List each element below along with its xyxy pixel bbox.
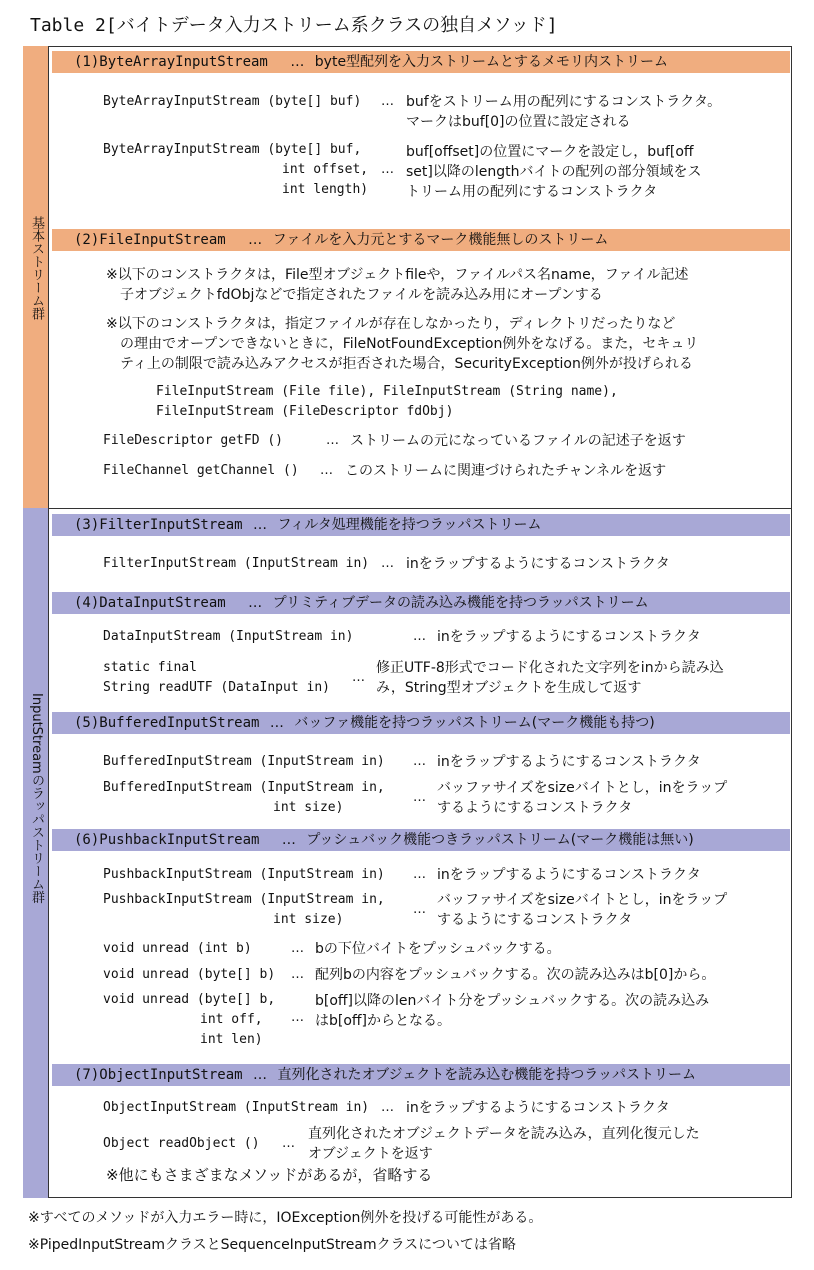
ellipsis: … [413,629,426,644]
section-header-bytearray [52,51,790,73]
ellipsis: … [413,902,426,917]
ellipsis: … [320,463,333,478]
method-signature-line: int size) [273,912,344,927]
section-name: (5)BufferedInputStream [74,715,260,731]
method-desc: ストリームの元になっているファイルの記述子を返す [350,433,686,449]
method-desc-line: b[off]以降のlenバイト分をプッシュバックする。次の読み込み [315,993,710,1009]
section-header-objectinputstream [52,1064,790,1086]
method-signature-line: int size) [273,800,344,815]
method-signature: DataInputStream (InputStream in) [103,629,354,644]
section-name: (7)ObjectInputStream [74,1067,243,1083]
other-methods-note: ※他にもさまざまなメソッドがあるが，省略する [106,1166,433,1184]
method-signature-line: int len) [200,1032,263,1047]
method-signature-line: PushbackInputStream (InputStream in, [103,892,385,907]
ellipsis: … [381,94,394,109]
method-desc: inをラップするようにするコンストラクタ [437,629,701,645]
ellipsis: … [413,754,426,769]
method-signature-line: static final [103,660,197,675]
wrapper-streams-label: InputStreamのラッパストリーム群 [29,693,44,904]
method-desc-line: set]以降のlengthバイトの配列の部分領域をス [406,164,702,180]
section-name: (1)ByteArrayInputStream [74,54,268,70]
ellipsis: … [291,967,304,982]
method-signature: FileDescriptor getFD () [103,433,284,448]
method-desc: inをラップするようにするコンストラクタ [406,1100,670,1116]
section-ellipsis: … [269,715,284,731]
section-name: (6)PushbackInputStream [74,832,260,848]
method-signature-line: void unread (byte[] b, [103,992,276,1007]
method-desc-line: 直列化されたオブジェクトデータを読み込み，直列化復元した [308,1126,700,1142]
method-signature-line: ByteArrayInputStream (byte[] buf, [103,142,362,157]
method-desc-line: バッファサイズをsizeバイトとし，inをラップ [437,892,728,908]
ellipsis: … [381,556,394,571]
footnote: ※すべてのメソッドが入力エラー時に，IOException例外を投げる可能性がある。 [28,1210,543,1226]
ellipsis: … [291,1010,304,1025]
method-desc-line: オブジェクトを返す [308,1146,433,1162]
method-desc-line: 修正UTF-8形式でコード化された文字列をinから読み込 [376,660,724,676]
note-line: ※以下のコンストラクタは，指定ファイルが存在しなかったり，ディレクトリだったりなど [106,316,676,332]
method-desc-line: はb[off]からとなる。 [315,1013,452,1029]
method-signature: Object readObject () [103,1136,260,1151]
section-ellipsis: … [248,595,263,611]
section-ellipsis: … [248,232,263,248]
basic-streams-side [23,46,49,509]
table-title: Table 2[バイトデータ入力ストリーム系クラスの独自メソッド] [30,15,558,36]
section-name: (2)FileInputStream [74,232,226,248]
ellipsis: … [413,867,426,882]
section-ellipsis: … [253,1067,268,1083]
method-signature: BufferedInputStream (InputStream in) [103,754,385,769]
ellipsis: … [381,1100,394,1115]
note-line: ティ上の制限で読み込みアクセスが拒否された場合，SecurityException例外が投げられる [120,356,693,372]
method-signature-line: int length) [282,182,369,197]
ellipsis: … [282,1136,295,1151]
method-signature-line: BufferedInputStream (InputStream in, [103,780,385,795]
basic-streams-label: 基本ストリーム群 [29,216,44,320]
method-desc-line: マークはbuf[0]の位置に設定される [406,114,631,130]
method-signature-line: int offset, [282,162,369,177]
method-desc-line: バッファサイズをsizeバイトとし，inをラップ [437,780,728,796]
method-signature: ObjectInputStream (InputStream in) [103,1100,370,1115]
method-desc: inをラップするようにするコンストラクタ [437,867,701,883]
ellipsis: … [413,790,426,805]
section-desc: プッシュバック機能つきラッパストリーム(マーク機能は無い) [306,832,694,848]
method-signature-line: int off, [200,1012,263,1027]
method-signature: FileChannel getChannel () [103,463,299,478]
method-signature: PushbackInputStream (InputStream in) [103,867,385,882]
section-header-datainputstream [52,592,790,614]
ellipsis: … [326,433,339,448]
method-signature: ByteArrayInputStream (byte[] buf) [103,94,362,109]
section-desc: プリミティブデータの読み込み機能を持つラッパストリーム [272,595,649,611]
note-line: ※以下のコンストラクタは，File型オブジェクトfileや，ファイルパス名name，ファイル記述 [106,267,689,283]
ellipsis: … [291,941,304,956]
section-desc: ファイルを入力元とするマーク機能無しのストリーム [272,232,609,248]
wrapper-streams-side [23,508,49,1198]
method-desc: bの下位バイトをプッシュバックする。 [315,941,561,957]
method-signature: void unread (byte[] b) [103,967,276,982]
method-desc-line: するようにするコンストラクタ [437,912,633,928]
note-line: 子オブジェクトfdObjなどで指定されたファイルを読み込み用にオープンする [120,287,603,303]
method-desc-line: bufをストリーム用の配列にするコンストラクタ。 [406,94,722,110]
note-line: の理由でオープンできないときに，FileNotFoundException例外をなげる。また，セキュリ [120,336,699,352]
section-name: (3)FilterInputStream [74,517,243,533]
section-ellipsis: … [290,54,305,70]
method-desc: inをラップするようにするコンストラクタ [406,556,670,572]
method-desc: 配列bの内容をプッシュバックする。次の読み込みはb[0]から。 [315,967,716,983]
section-desc: byte型配列を入力ストリームとするメモリ内ストリーム [314,54,669,70]
section-desc: バッファ機能を持つラッパストリーム(マーク機能も持つ) [294,715,655,731]
section-header-pushbackinputstream [52,829,790,851]
section-desc: 直列化されたオブジェクトを読み込む機能を持つラッパストリーム [277,1067,696,1083]
method-desc: このストリームに関連づけられたチャンネルを返す [345,463,667,479]
section-header-filterinputstream [52,514,790,536]
method-signature: void unread (int b) [103,941,252,956]
ellipsis: … [352,670,365,685]
method-desc-line: トリーム用の配列にするコンストラクタ [406,184,658,200]
footnote: ※PipedInputStreamクラスとSequenceInputStreamクラスについては省略 [28,1237,516,1253]
section-ellipsis: … [253,517,268,533]
section-name: (4)DataInputStream [74,595,226,611]
constructor-list-line: FileInputStream (FileDescriptor fdObj) [156,404,454,419]
method-desc: inをラップするようにするコンストラクタ [437,754,701,770]
section-header-bufferedinputstream [52,712,790,734]
section-ellipsis: … [281,832,296,848]
method-desc-line: buf[offset]の位置にマークを設定し，buf[off [406,144,694,160]
constructor-list-line: FileInputStream (File file), FileInputStream (String name), [156,384,618,399]
method-signature: FilterInputStream (InputStream in) [103,556,370,571]
method-desc-line: み，String型オブジェクトを生成して返す [376,680,642,696]
section-header-fileinputstream [52,229,790,251]
method-desc-line: するようにするコンストラクタ [437,800,633,816]
method-signature-line: String readUTF (DataInput in) [103,680,330,695]
ellipsis: … [381,162,394,177]
section-desc: フィルタ処理機能を持つラッパストリーム [277,517,542,533]
